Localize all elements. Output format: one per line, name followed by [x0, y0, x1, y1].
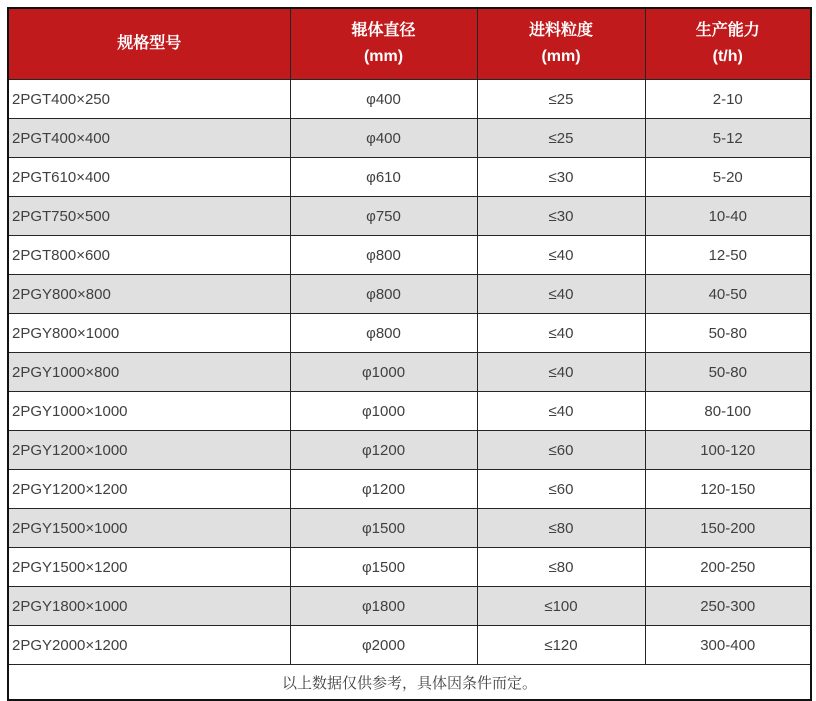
capacity-cell: 200-250 [645, 548, 811, 587]
header-diameter-label: 辊体直径 [351, 22, 416, 39]
capacity-cell: 150-200 [645, 509, 811, 548]
diameter-cell: φ1000 [290, 353, 477, 392]
capacity-cell: 5-12 [645, 119, 811, 158]
feed-size-cell: ≤40 [477, 392, 645, 431]
header-capacity-label: 生产能力 [695, 22, 760, 39]
header-feed-size [477, 8, 645, 80]
model-cell: 2PGT400×250 [8, 80, 290, 119]
capacity-cell: 5-20 [645, 158, 811, 197]
diameter-cell: φ800 [290, 236, 477, 275]
table-row [8, 548, 811, 587]
diameter-cell: φ1800 [290, 587, 477, 626]
header-feed-size-unit: (mm) [541, 48, 581, 65]
table-body [8, 80, 811, 665]
table-row [8, 197, 811, 236]
table-row [8, 392, 811, 431]
table-row [8, 587, 811, 626]
diameter-cell: φ400 [290, 119, 477, 158]
model-cell: 2PGT400×400 [8, 119, 290, 158]
model-cell: 2PGY1200×1200 [8, 470, 290, 509]
diameter-cell: φ1000 [290, 392, 477, 431]
table-row [8, 236, 811, 275]
model-cell: 2PGY1000×1000 [8, 392, 290, 431]
diameter-cell: φ2000 [290, 626, 477, 665]
model-cell: 2PGY800×800 [8, 275, 290, 314]
capacity-cell: 120-150 [645, 470, 811, 509]
capacity-cell: 80-100 [645, 392, 811, 431]
table-row [8, 314, 811, 353]
diameter-cell: φ800 [290, 314, 477, 353]
capacity-cell: 50-80 [645, 353, 811, 392]
feed-size-cell: ≤40 [477, 353, 645, 392]
header-diameter-unit: (mm) [363, 48, 404, 65]
model-cell: 2PGY1800×1000 [8, 587, 290, 626]
header-capacity-unit: (t/h) [712, 48, 743, 65]
spec-table [7, 7, 812, 701]
model-cell: 2PGT750×500 [8, 197, 290, 236]
table-row [8, 353, 811, 392]
footer-note: 以上数据仅供参考，具体因条件而定。 [8, 665, 811, 701]
feed-size-cell: ≤30 [477, 158, 645, 197]
capacity-cell: 12-50 [645, 236, 811, 275]
feed-size-cell: ≤60 [477, 470, 645, 509]
model-cell: 2PGT800×600 [8, 236, 290, 275]
capacity-cell: 250-300 [645, 587, 811, 626]
model-cell: 2PGY1500×1000 [8, 509, 290, 548]
table-footer [8, 665, 811, 701]
feed-size-cell: ≤30 [477, 197, 645, 236]
capacity-cell: 40-50 [645, 275, 811, 314]
feed-size-cell: ≤100 [477, 587, 645, 626]
table-row [8, 80, 811, 119]
feed-size-cell: ≤40 [477, 275, 645, 314]
header-model [8, 8, 290, 80]
table-row [8, 470, 811, 509]
capacity-cell: 100-120 [645, 431, 811, 470]
header-row [8, 8, 811, 80]
header-capacity [645, 8, 811, 80]
footer-row [8, 665, 811, 701]
header-model-label: 规格型号 [117, 35, 182, 52]
model-cell: 2PGY2000×1200 [8, 626, 290, 665]
diameter-cell: φ750 [290, 197, 477, 236]
feed-size-cell: ≤25 [477, 119, 645, 158]
feed-size-cell: ≤40 [477, 314, 645, 353]
diameter-cell: φ610 [290, 158, 477, 197]
feed-size-cell: ≤120 [477, 626, 645, 665]
feed-size-cell: ≤80 [477, 548, 645, 587]
capacity-cell: 10-40 [645, 197, 811, 236]
diameter-cell: φ800 [290, 275, 477, 314]
diameter-cell: φ400 [290, 80, 477, 119]
feed-size-cell: ≤60 [477, 431, 645, 470]
table-row [8, 626, 811, 665]
table-row [8, 509, 811, 548]
header-feed-size-label: 进料粒度 [528, 22, 593, 39]
model-cell: 2PGY1000×800 [8, 353, 290, 392]
model-cell: 2PGT610×400 [8, 158, 290, 197]
diameter-cell: φ1200 [290, 470, 477, 509]
model-cell: 2PGY1200×1000 [8, 431, 290, 470]
diameter-cell: φ1500 [290, 509, 477, 548]
capacity-cell: 50-80 [645, 314, 811, 353]
diameter-cell: φ1200 [290, 431, 477, 470]
diameter-cell: φ1500 [290, 548, 477, 587]
table-row [8, 158, 811, 197]
feed-size-cell: ≤40 [477, 236, 645, 275]
feed-size-cell: ≤80 [477, 509, 645, 548]
table-row [8, 275, 811, 314]
feed-size-cell: ≤25 [477, 80, 645, 119]
capacity-cell: 2-10 [645, 80, 811, 119]
model-cell: 2PGY1500×1200 [8, 548, 290, 587]
table-header [8, 8, 811, 80]
table-row [8, 431, 811, 470]
capacity-cell: 300-400 [645, 626, 811, 665]
model-cell: 2PGY800×1000 [8, 314, 290, 353]
table-row [8, 119, 811, 158]
header-diameter [290, 8, 477, 80]
